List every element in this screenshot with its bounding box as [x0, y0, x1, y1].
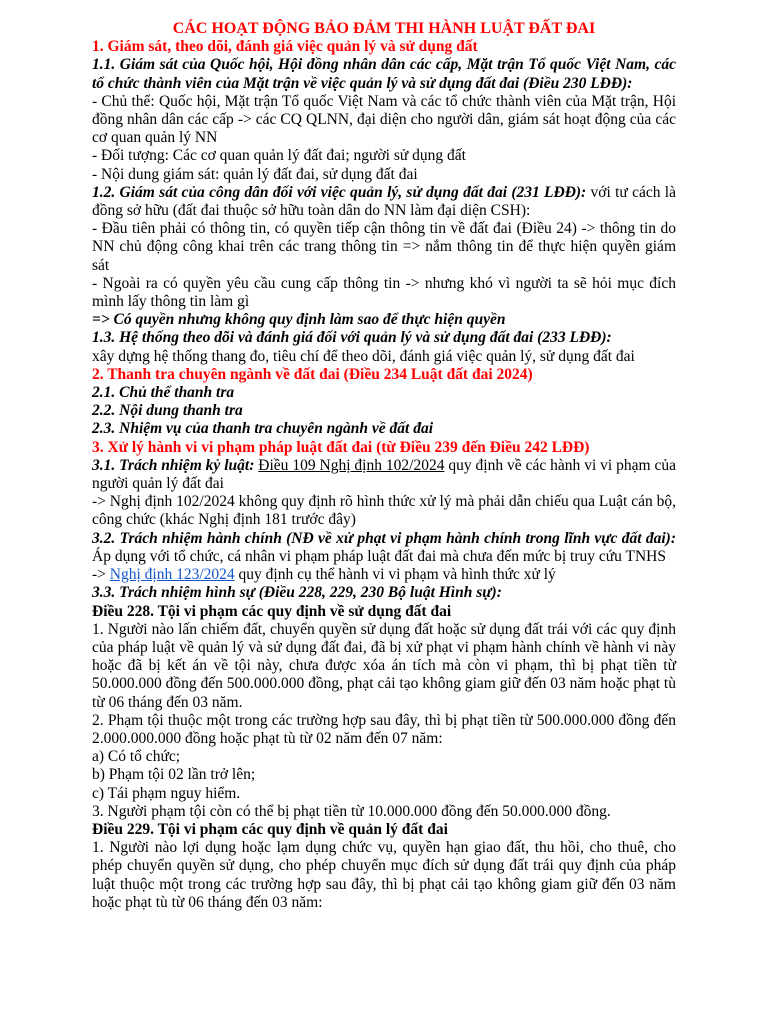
- list-item: b) Phạm tội 02 lần trở lên;: [92, 766, 256, 784]
- paragraph: - Đối tượng: Các cơ quan quản lý đất đai; người sử dụng đất: [92, 147, 466, 165]
- section-1-heading: 1. Giám sát, theo dõi, đánh giá việc quản lý và sử dụng đất: [92, 38, 478, 56]
- paragraph: 2. Phạm tội thuộc một trong các trường hợp sau đây, thì bị phạt tiền từ 500.000.000 đồng đến 2.000.000.000 đồng hoặc phạt tù từ 02 năm đến 07 năm:: [92, 711, 676, 747]
- inline-text: Áp dụng với tổ chức, cá nhân vi phạm pháp luật đất đai mà chưa đến mức bị truy cứu TNHS: [92, 547, 666, 565]
- section-1-2-paragraph: [92, 184, 676, 220]
- list-item: a) Có tổ chức;: [92, 748, 181, 766]
- section-1-1-heading: 1.1. Giám sát của Quốc hội, Hội đồng nhân dân các cấp, Mặt trận Tổ quốc Việt Nam, các tổ chức thành viên của Mặt trận về việc quản lý và sử dụng đất đai (Điều 230 LĐĐ):: [92, 56, 676, 92]
- inline-text: với tư cách là đồng sở hữu (đất đai thuộc sở hữu toàn dân do NN làm đại diện CSH):: [92, 183, 676, 220]
- section-1-3-heading: 1.3. Hệ thống theo dõi và đánh giá đối với quản lý và sử dụng đất đai (233 LĐĐ):: [92, 329, 612, 347]
- section-3-2-paragraph: [92, 530, 676, 566]
- decree-link[interactable]: Nghị định 123/2024: [109, 566, 235, 584]
- paragraph: - Ngoài ra có quyền yêu cầu cung cấp thông tin -> nhưng khó vì người ta sẽ hỏi mục đích mình lấy thông tin làm gì: [92, 274, 676, 311]
- paragraph: - Nội dung giám sát: quản lý đất đai, sử dụng đất đai: [92, 165, 418, 183]
- document-title: CÁC HOẠT ĐỘNG BẢO ĐẢM THI HÀNH LUẬT ĐẤT ĐAI: [172, 20, 596, 37]
- inline-text: quy định cụ thể hành vi vi phạm và hình thức xử lý: [234, 566, 556, 584]
- section-2-heading: 2. Thanh tra chuyên ngành về đất đai (Điều 234 Luật đất đai 2024): [92, 365, 533, 383]
- article-229-heading: Điều 229. Tội vi phạm các quy định về quản lý đất đai: [92, 820, 448, 838]
- section-3-1-heading: 3.1. Trách nhiệm kỷ luật:: [92, 456, 255, 474]
- article-228-heading: Điều 228. Tội vi phạm các quy định về sử dụng đất đai: [92, 602, 452, 620]
- paragraph: - Chủ thể: Quốc hội, Mặt trận Tổ quốc Việt Nam và các tổ chức thành viên của Mặt trận, Hội đồng nhân dân các cấp -> các CQ QLNN, đại diện cho người dân, giám sát hoạt động của các cơ quan quản lý NN: [92, 92, 676, 147]
- section-3-heading: 3. Xử lý hành vi vi phạm pháp luật đất đai (từ Điều 239 đến Điều 242 LĐĐ): [92, 438, 590, 456]
- list-item: c) Tái phạm nguy hiểm.: [92, 784, 241, 802]
- inline-text: ->: [92, 566, 110, 584]
- paragraph: 1. Người nào lợi dụng hoặc lạm dụng chức vụ, quyền hạn giao đất, thu hồi, cho thuê, cho phép chuyển quyền sử dụng, cho phép chuyển mục đích sử dụng đất trái quy định của pháp luật thuộc một trong các trường hợp sau đây, thì bị phạt cải tạo không giam giữ đến 03 năm hoặc phạt tù từ 06 tháng đến 03 năm:: [92, 839, 676, 911]
- paragraph: xây dựng hệ thống thang đo, tiêu chí để theo dõi, đánh giá việc quản lý, sử dụng đất đai: [92, 347, 635, 365]
- paragraph: 3. Người phạm tội còn có thể bị phạt tiền từ 10.000.000 đồng đến 50.000.000 đồng.: [92, 802, 611, 820]
- section-2-3-heading: 2.3. Nhiệm vụ của thanh tra chuyên ngành về đất đai: [92, 420, 434, 438]
- inline-text: quy định về các hành vi vi phạm của người quản lý đất đai: [92, 456, 677, 493]
- paragraph: [92, 566, 676, 584]
- section-3-3-heading: 3.3. Trách nhiệm hình sự (Điều 228, 229, 230 Bộ luật Hình sự):: [92, 584, 502, 602]
- legal-reference: Điều 109 Nghị định 102/2024: [258, 456, 445, 474]
- paragraph: -> Nghị định 102/2024 không quy định rõ hình thức xử lý mà phải dẫn chiếu qua Luật cán bộ, công chức (khác Nghị định 181 trước đây): [92, 493, 676, 529]
- section-2-2-heading: 2.2. Nội dung thanh tra: [92, 402, 243, 420]
- note-text: => Có quyền nhưng không quy định làm sao để thực hiện quyền: [92, 311, 506, 329]
- paragraph: 1. Người nào lấn chiếm đất, chuyển quyền sử dụng đất hoặc sử dụng đất trái với các quy định của pháp luật về quản lý và sử dụng đất đai, đã bị xử phạt vi phạm hành chính về hành vi này hoặc đã bị kết án về tội này, chưa được xóa án tích mà còn vi phạm, thì bị phạt tiền từ 50.000.000 đồng đến 500.000.000 đồng, phạt cải tạo không giam giữ đến 03 năm hoặc phạt tù từ 06 tháng đến 03 năm.: [92, 620, 676, 711]
- section-2-1-heading: 2.1. Chủ thể thanh tra: [92, 384, 235, 402]
- section-3-2-heading: 3.2. Trách nhiệm hành chính (NĐ về xử phạt vi phạm hành chính trong lĩnh vực đất đai):: [92, 529, 676, 547]
- section-3-1-paragraph: [92, 457, 676, 493]
- section-1-2-heading: 1.2. Giám sát của công dân đối với việc quản lý, sử dụng đất đai (231 LĐĐ):: [92, 183, 587, 201]
- paragraph: - Đầu tiên phải có thông tin, có quyền tiếp cận thông tin về đất đai (Điều 24) -> thông tin do NN chủ động công khai trên các trang thông tin => nắm thông tin để thực hiện quyền giám sát: [92, 220, 676, 274]
